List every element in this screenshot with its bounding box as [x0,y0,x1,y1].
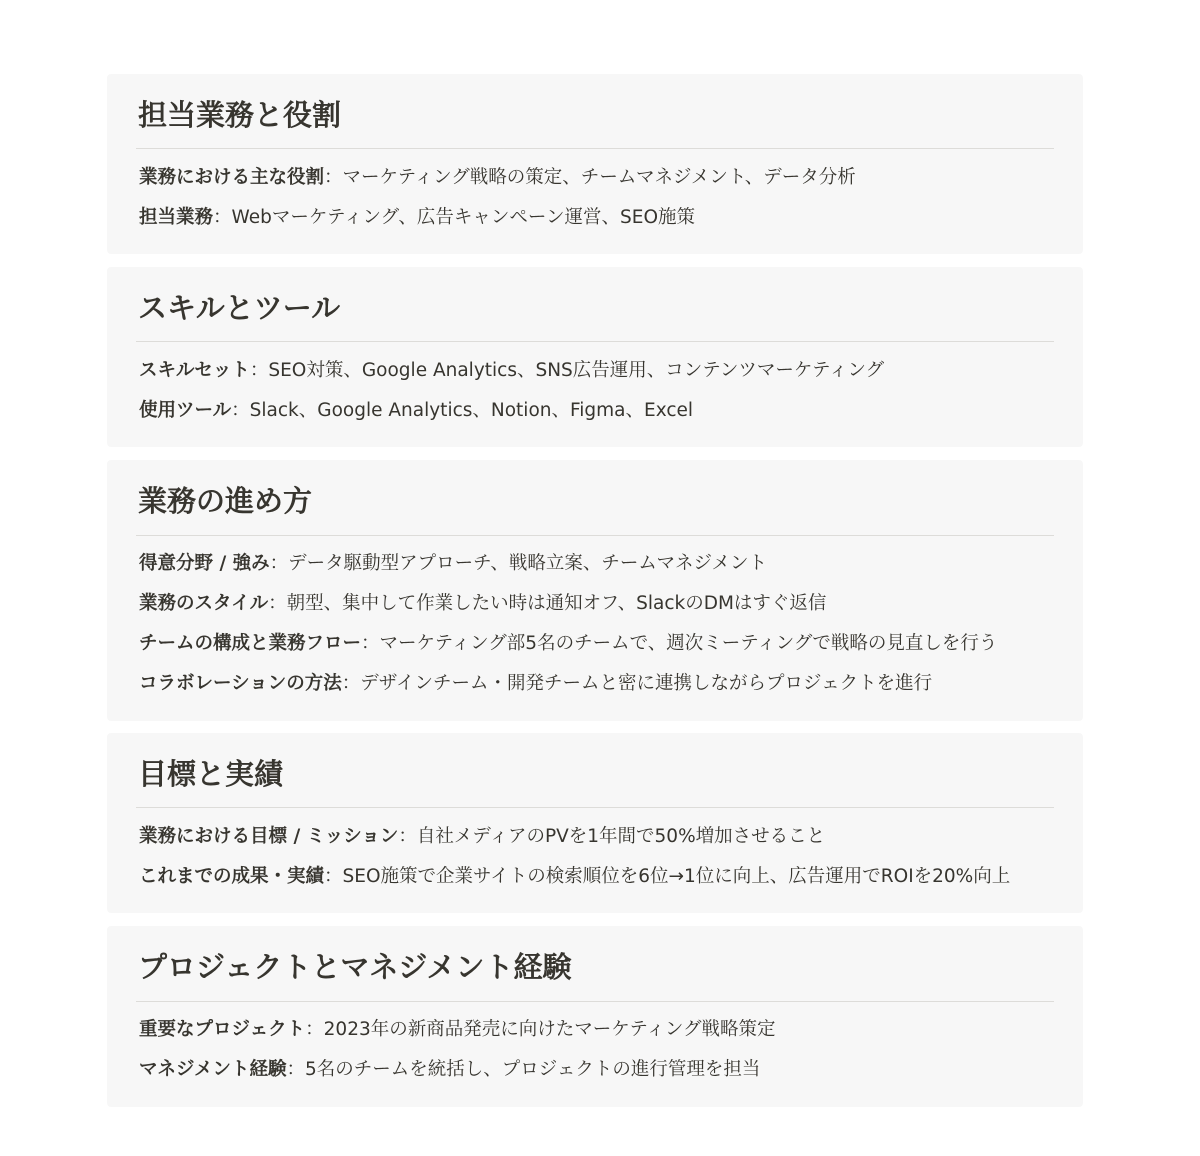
info-row [139,824,825,850]
info-row [139,205,695,231]
row-separator: ： [305,1019,324,1040]
row-label: コラボレーションの方法 [139,673,342,694]
row-value: データ駆動型アプローチ、戦略立案、チームマネジメント [288,553,767,574]
info-row [139,671,932,697]
row-value: 5名のチームを統括し、プロジェクトの進行管理を担当 [304,1059,761,1080]
row-separator: ： [286,1059,305,1080]
info-row [139,591,826,617]
row-separator: ： [269,553,289,574]
row-value: デザインチーム・開発チームと密に連携しながらプロジェクトを進行 [360,673,933,694]
row-separator: ： [361,633,380,654]
row-value: SEO施策で企業サイトの検索順位を6位→1位に向上、広告運用でROIを20%向上 [342,866,1011,887]
section-skills [107,267,1083,447]
info-row [139,1017,776,1043]
info-row [139,358,884,384]
info-row [139,165,856,191]
section-roles [107,74,1083,254]
row-value: Slack、Google Analytics、Notion、Figma、Excel [249,400,694,421]
row-separator: ： [341,673,361,694]
row-separator: ： [213,207,232,228]
row-value: 自社メディアのPVを1年間で50%増加させること [416,826,826,847]
info-row [139,631,997,657]
row-label: マネジメント経験 [139,1059,287,1080]
row-value: 2023年の新商品発売に向けたマーケティング戦略策定 [323,1019,776,1040]
row-separator: ： [324,167,343,188]
row-label: 得意分野 / 強み [139,553,270,574]
section-divider [136,341,1054,342]
row-label: 重要なプロジェクト [139,1019,306,1040]
info-row [139,551,767,577]
row-value: SEO対策、Google Analytics、SNS広告運用、コンテンツマーケティング [268,360,885,381]
row-label: これまでの成果・実績 [139,866,325,887]
row-value: 朝型、集中して作業したい時は通知オフ、SlackのDMはすぐ返信 [286,593,827,614]
info-row [139,1057,760,1083]
section-divider [136,148,1054,149]
section-title: 担当業務と役割 [138,98,342,132]
row-label: チームの構成と業務フロー [139,633,362,654]
info-row [139,864,1010,890]
section-divider [136,1001,1054,1002]
row-separator: ： [231,400,250,421]
row-label: 業務における主な役割 [139,167,325,188]
row-value: Webマーケティング、広告キャンペーン運営、SEO施策 [231,207,696,228]
section-title: プロジェクトとマネジメント経験 [138,950,572,984]
row-value: マーケティング部5名のチームで、週次ミーティングで戦略の見直しを行う [379,633,998,654]
row-separator: ： [324,866,343,887]
row-label: スキルセット [139,360,250,381]
info-row [139,398,693,424]
section-work-style [107,460,1083,721]
row-value: マーケティング戦略の策定、チームマネジメント、データ分析 [342,167,856,188]
section-goals [107,733,1083,913]
section-title: 業務の進め方 [138,484,313,518]
section-divider [136,535,1054,536]
row-label: 使用ツール [139,400,232,421]
row-separator: ： [249,360,269,381]
row-label: 業務のスタイル [139,593,269,614]
section-projects [107,926,1083,1107]
section-divider [136,807,1054,808]
row-label: 担当業務 [139,207,214,228]
row-label: 業務における目標 / ミッション [139,826,399,847]
row-separator: ： [268,593,287,614]
section-title: 目標と実績 [138,757,284,791]
row-separator: ： [398,826,417,847]
section-title: スキルとツール [138,291,341,325]
